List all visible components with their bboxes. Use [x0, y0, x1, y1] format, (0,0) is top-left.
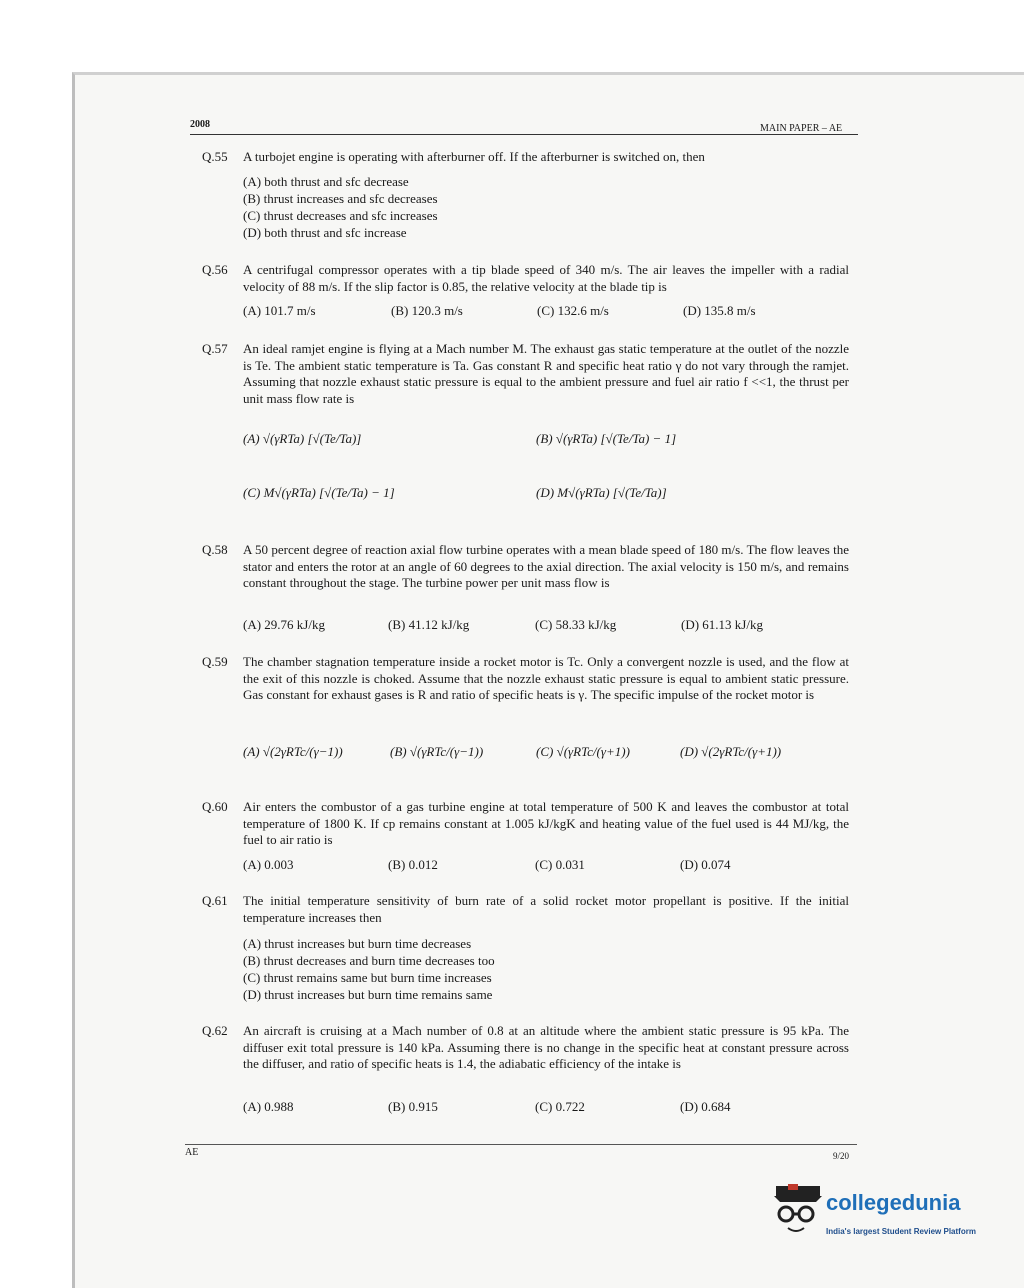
question-number: Q.61: [202, 893, 228, 908]
option-a: (A) thrust increases but burn time decreases: [243, 936, 472, 951]
option-b: (B) 41.12 kJ/kg: [388, 617, 470, 632]
question-number: Q.60: [202, 799, 228, 814]
option-c: (C) 0.031: [535, 857, 585, 872]
option-a: (A) 101.7 m/s: [243, 303, 316, 318]
footer-page-number: 9/20: [833, 1151, 850, 1161]
option-c: (C) thrust decreases and sfc increases: [243, 208, 438, 223]
watermark-name: collegedunia: [826, 1190, 961, 1215]
option-c: (C) 132.6 m/s: [537, 303, 609, 318]
option-d: (D) M√(γRTa) [√(Te/Ta)]: [536, 485, 667, 500]
option-b: (B) thrust decreases and burn time decreases too: [243, 953, 495, 968]
option-d: (D) √(2γRTc/(γ+1)): [680, 744, 782, 759]
option-a: (A) √(γRTa) [√(Te/Ta)]: [243, 431, 362, 446]
question-text: The chamber stagnation temperature inside a rocket motor is Tc. Only a convergent nozzle is used, and the flow at the exit of this nozzle is choked. Assume that the nozzle exhaust static pressure is equal to ambient static pressure. Gas constant for exhaust gases is R and ratio of specific heats is γ. The specific impulse of the rocket motor is: [243, 654, 849, 702]
question-number: Q.57: [202, 341, 228, 356]
header-year: 2008: [190, 119, 210, 130]
scan-margin-top: [0, 0, 1024, 72]
option-b: (B) 0.012: [388, 857, 438, 872]
option-c: (C) 58.33 kJ/kg: [535, 617, 617, 632]
option-d: (D) thrust increases but burn time remains same: [243, 987, 493, 1002]
option-c: (C) thrust remains same but burn time increases: [243, 970, 492, 985]
question-number: Q.56: [202, 262, 228, 277]
header-rule: [190, 134, 858, 135]
question-number: Q.55: [202, 149, 228, 164]
question-number: Q.58: [202, 542, 228, 557]
option-d: (D) both thrust and sfc increase: [243, 225, 407, 240]
footer-rule: [185, 1144, 857, 1145]
option-d: (D) 0.684: [680, 1099, 731, 1114]
option-c: (C) √(γRTc/(γ+1)): [536, 744, 630, 759]
option-d: (D) 61.13 kJ/kg: [681, 617, 763, 632]
option-a: (A) both thrust and sfc decrease: [243, 174, 409, 189]
question-number: Q.62: [202, 1023, 228, 1038]
question-number: Q.59: [202, 654, 228, 669]
option-b: (B) √(γRTc/(γ−1)): [390, 744, 484, 759]
option-d: (D) 0.074: [680, 857, 731, 872]
question-text: An ideal ramjet engine is flying at a Mach number M. The exhaust gas static temperature at the outlet of the nozzle is Te. The ambient static temperature is Ta. Gas constant R and specific heat ratio γ do not vary through the ramjet. Assuming that nozzle exhaust static pressure is equal to the ambient pressure and fuel air ratio f <<1, the thrust per unit mass flow rate is: [243, 341, 849, 406]
option-b: (B) 120.3 m/s: [391, 303, 463, 318]
question-text: Air enters the combustor of a gas turbine engine at total temperature of 500 K and leaves the combustor at total temperature of 1800 K. If cp remains constant at 1.005 kJ/kgK and heating value of the fuel used is 44 MJ/kg, the fuel to air ratio is: [243, 799, 849, 847]
option-d: (D) 135.8 m/s: [683, 303, 756, 318]
option-c: (C) 0.722: [535, 1099, 585, 1114]
option-a: (A) √(2γRTc/(γ−1)): [243, 744, 343, 759]
option-b: (B) thrust increases and sfc decreases: [243, 191, 438, 206]
option-list: [243, 935, 495, 1003]
option-b: (B) 0.915: [388, 1099, 438, 1114]
option-a: (A) 0.003: [243, 857, 294, 872]
scan-margin-left: [0, 72, 72, 1285]
watermark-tagline: India's largest Student Review Platform: [826, 1227, 976, 1236]
option-a: (A) 0.988: [243, 1099, 294, 1114]
header-title: MAIN PAPER – AE: [760, 123, 843, 134]
option-c: (C) M√(γRTa) [√(Te/Ta) − 1]: [243, 485, 395, 500]
footer-paper-code: AE: [185, 1147, 199, 1158]
question-text: A turbojet engine is operating with afterburner off. If the afterburner is switched on, then: [243, 149, 705, 164]
option-a: (A) 29.76 kJ/kg: [243, 617, 325, 632]
question-text: The initial temperature sensitivity of burn rate of a solid rocket motor propellant is positive. If the initial temperature increases then: [243, 893, 849, 925]
question-text: A centrifugal compressor operates with a tip blade speed of 340 m/s. The air leaves the impeller with a radial velocity of 88 m/s. If the slip factor is 0.85, the relative velocity at the blade tip is: [243, 262, 849, 294]
option-b: (B) √(γRTa) [√(Te/Ta) − 1]: [536, 431, 677, 446]
question-text: An aircraft is cruising at a Mach number of 0.8 at an altitude where the ambient static pressure is 95 kPa. The diffuser exit total pressure is 140 kPa. Assuming there is no change in the specific heat at constant pressure across the diffuser, and ratio of specific heats is 1.4, the adiabatic efficiency of the intake is: [243, 1023, 849, 1071]
question-text: A 50 percent degree of reaction axial flow turbine operates with a mean blade speed of 180 m/s. The flow leaves the stator and enters the rotor at an angle of 60 degrees to the axial direction. The axial velocity is 150 m/s, and remains constant throughout the stage. The turbine power per unit mass flow is: [243, 542, 849, 590]
option-list: [243, 173, 438, 241]
